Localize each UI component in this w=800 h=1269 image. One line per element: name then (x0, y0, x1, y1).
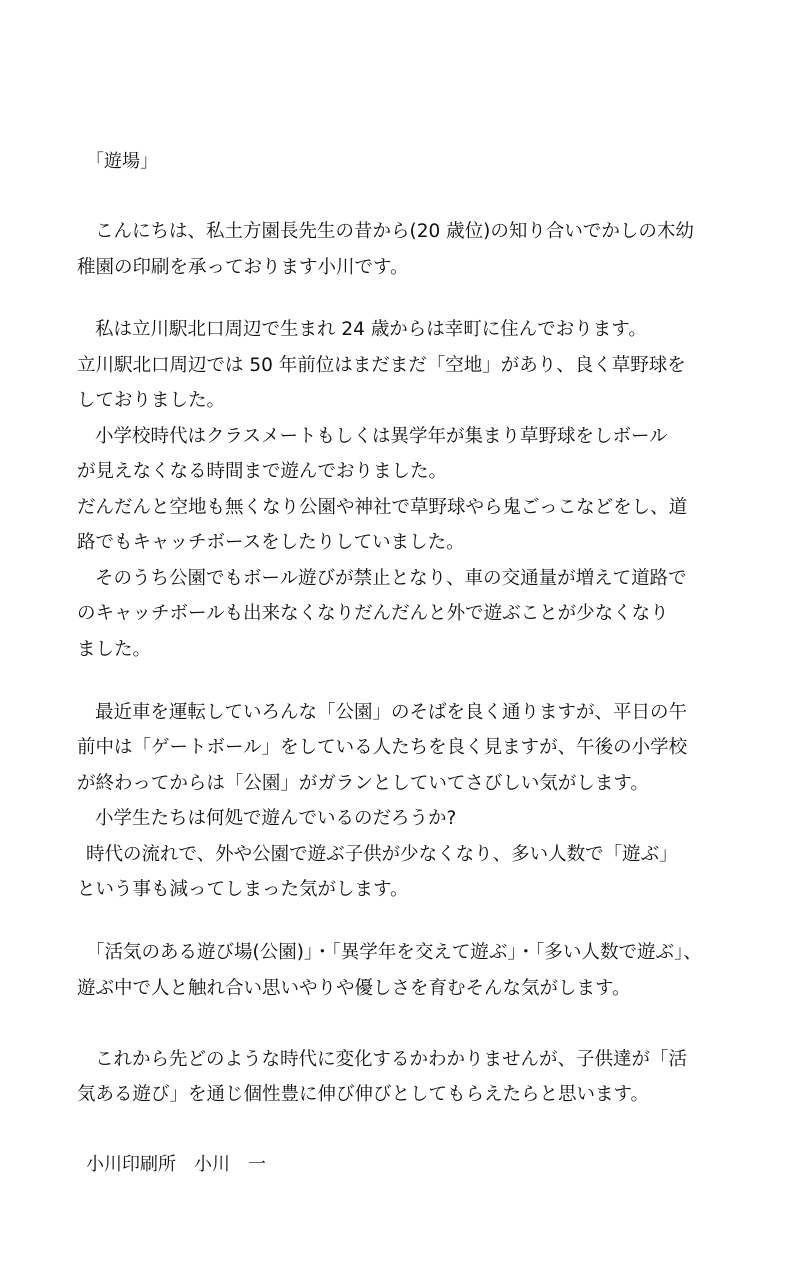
paragraph-line: 「活気のある遊び場(公園)」・「異学年を交えて遊ぶ」・「多い人数で遊ぶ」、 (86, 942, 702, 963)
paragraph-line: 路でもキャッチボースをしたりしていました。 (77, 532, 465, 553)
paragraph-line: が終わってからは「公園」がガランとしていてさびしい気がします。 (77, 773, 649, 794)
paragraph-line: 私は立川駅北口周辺で生まれ 24 歳からは幸町に住んでおります。 (95, 319, 647, 340)
paragraph-line: 小学校時代はクラスメートもしくは異学年が集まり草野球をしボール (95, 426, 668, 447)
paragraph-line: という事も減ってしまった気がします。 (77, 879, 409, 900)
paragraph-line: ました。 (77, 639, 152, 660)
paragraph-line: 時代の流れで、外や公園で遊ぶ子供が少なくなり、多い人数で「遊ぶ」 (86, 844, 678, 865)
paragraph-line: しておりました。 (77, 390, 226, 411)
paragraph-line: 小学生たちは何処で遊んでいるのだろうか? (95, 808, 457, 829)
paragraph-line: が見えなくなる時間まで遊んでおりました。 (77, 461, 448, 482)
paragraph-line: 遊ぶ中で人と触れ合い思いやりや優しさを育むそんな気がします。 (77, 978, 631, 999)
paragraph-line: のキャッチボールも出来なくなりだんだんと外で遊ぶことが少なくなり (77, 603, 669, 624)
paragraph-line: 立川駅北口周辺では 50 年前位はまだまだ「空地」があり、良く草野球を (77, 355, 686, 376)
document-title: 「遊場」 (86, 151, 158, 172)
paragraph-line: だんだんと空地も無くなり公園や神社で草野球やら鬼ごっこなどをし、道 (77, 497, 688, 518)
paragraph-line: そのうち公園でもボール遊びが禁止となり、車の交通量が増えて道路で (95, 568, 687, 589)
paragraph-line: 気ある遊び」を通じ個性豊に伸び伸びとしてもらえたらと思います。 (77, 1084, 650, 1105)
paragraph-line: 前中は「ゲートボール」をしている人たちを良く見ますが、午後の小学校 (77, 737, 688, 758)
paragraph-line: これから先どのような時代に変化するかわかりませんが、子供達が「活 (95, 1049, 688, 1070)
paragraph-line: こんにちは、私土方園長先生の昔から(20 歳位)の知り合いでかしの木幼 (95, 221, 694, 242)
signature: 小川印刷所 小川 一 (86, 1154, 266, 1175)
paragraph-line: 稚園の印刷を承っております小川です。 (77, 257, 409, 278)
paragraph-line: 最近車を運転していろんな「公園」のそばを良く通りますが、平日の午 (95, 702, 688, 723)
